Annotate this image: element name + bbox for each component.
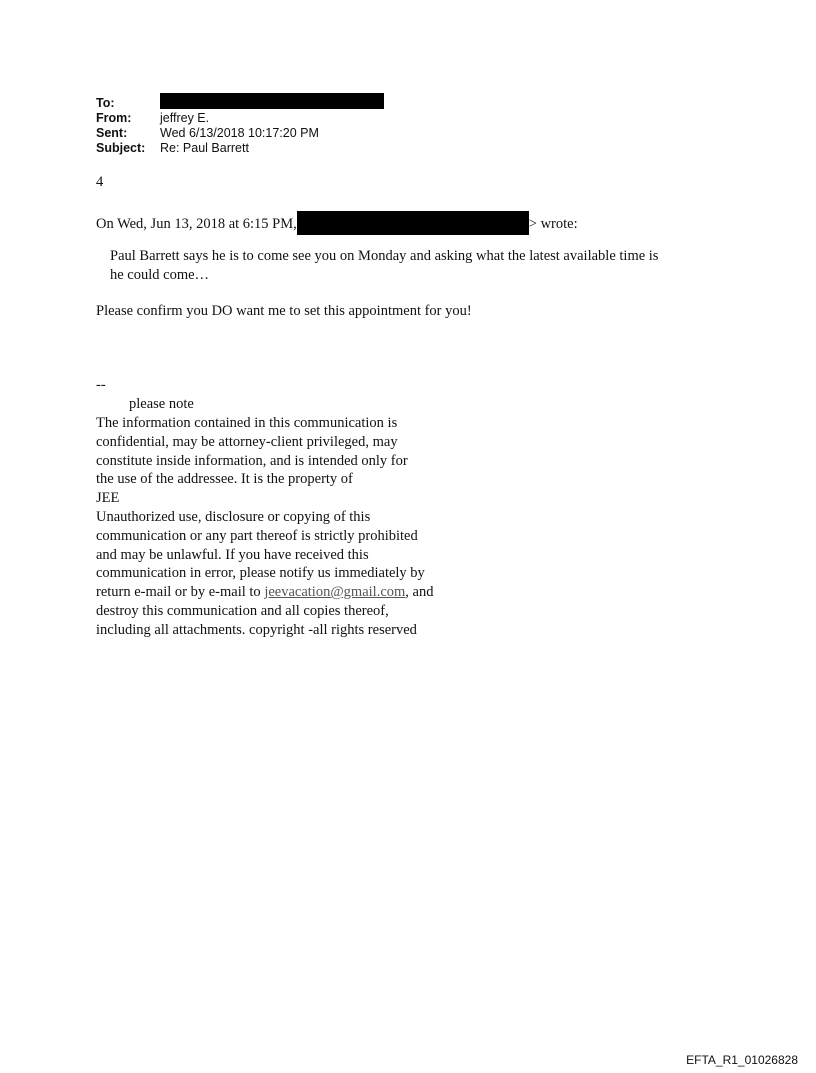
from-label: From: xyxy=(96,111,132,125)
disclaimer xyxy=(96,414,433,640)
disclaimer-line: confidential, may be attorney-client privileged, may xyxy=(96,433,398,450)
subject-value: Re: Paul Barrett xyxy=(160,141,249,155)
reply-text: 4 xyxy=(96,174,104,190)
disclaimer-line: Unauthorized use, disclosure or copying of this xyxy=(96,508,371,525)
quote-intro-suffix: > wrote: xyxy=(528,216,578,232)
quoted-line: he could come… xyxy=(110,266,210,283)
quote-intro-prefix: On Wed, Jun 13, 2018 at 6:15 PM, xyxy=(96,216,297,232)
sent-value: Wed 6/13/2018 10:17:20 PM xyxy=(160,126,319,140)
disclaimer-line: JEE xyxy=(96,490,120,507)
sent-label: Sent: xyxy=(96,126,128,140)
disclaimer-line: communication in error, please notify us immediately by xyxy=(96,565,425,582)
disclaimer-line: The information contained in this communication is xyxy=(96,415,398,431)
email-header xyxy=(96,96,384,156)
quoted-line: Paul Barrett says he is to come see you on Monday and asking what the latest available time is xyxy=(110,248,659,264)
from-value: jeffrey E. xyxy=(160,111,210,125)
signature-note: please note xyxy=(129,396,194,412)
subject-label: Subject: xyxy=(96,141,146,155)
disclaimer-line: communication or any part thereof is strictly prohibited xyxy=(96,527,418,544)
to-row xyxy=(96,96,384,111)
disclaimer-line: the use of the addressee. It is the property of xyxy=(96,471,353,488)
disclaimer-email-line xyxy=(96,583,433,602)
subject-row xyxy=(96,141,384,156)
disclaimer-line: constitute inside information, and is intended only for xyxy=(96,452,408,469)
email-suffix: , and xyxy=(405,584,434,601)
quoted-message xyxy=(110,247,658,285)
sender-redaction xyxy=(297,211,529,235)
disclaimer-line: including all attachments. copyright -all rights reserved xyxy=(96,621,417,638)
signature-separator: -- xyxy=(96,377,106,393)
email-link[interactable]: jeevacation@gmail.com xyxy=(264,584,406,601)
disclaimer-line: and may be unlawful. If you have received this xyxy=(96,546,369,563)
document-id: EFTA_R1_01026828 xyxy=(686,1053,798,1067)
confirm-text: Please confirm you DO want me to set this appointment for you! xyxy=(96,303,472,319)
disclaimer-line: destroy this communication and all copies thereof, xyxy=(96,602,389,619)
quote-intro xyxy=(96,211,578,235)
email-prefix: return e-mail or by e-mail to xyxy=(96,584,265,601)
from-row xyxy=(96,111,384,126)
to-label: To: xyxy=(96,96,115,110)
sent-row xyxy=(96,126,384,141)
redaction-bar xyxy=(160,93,384,109)
